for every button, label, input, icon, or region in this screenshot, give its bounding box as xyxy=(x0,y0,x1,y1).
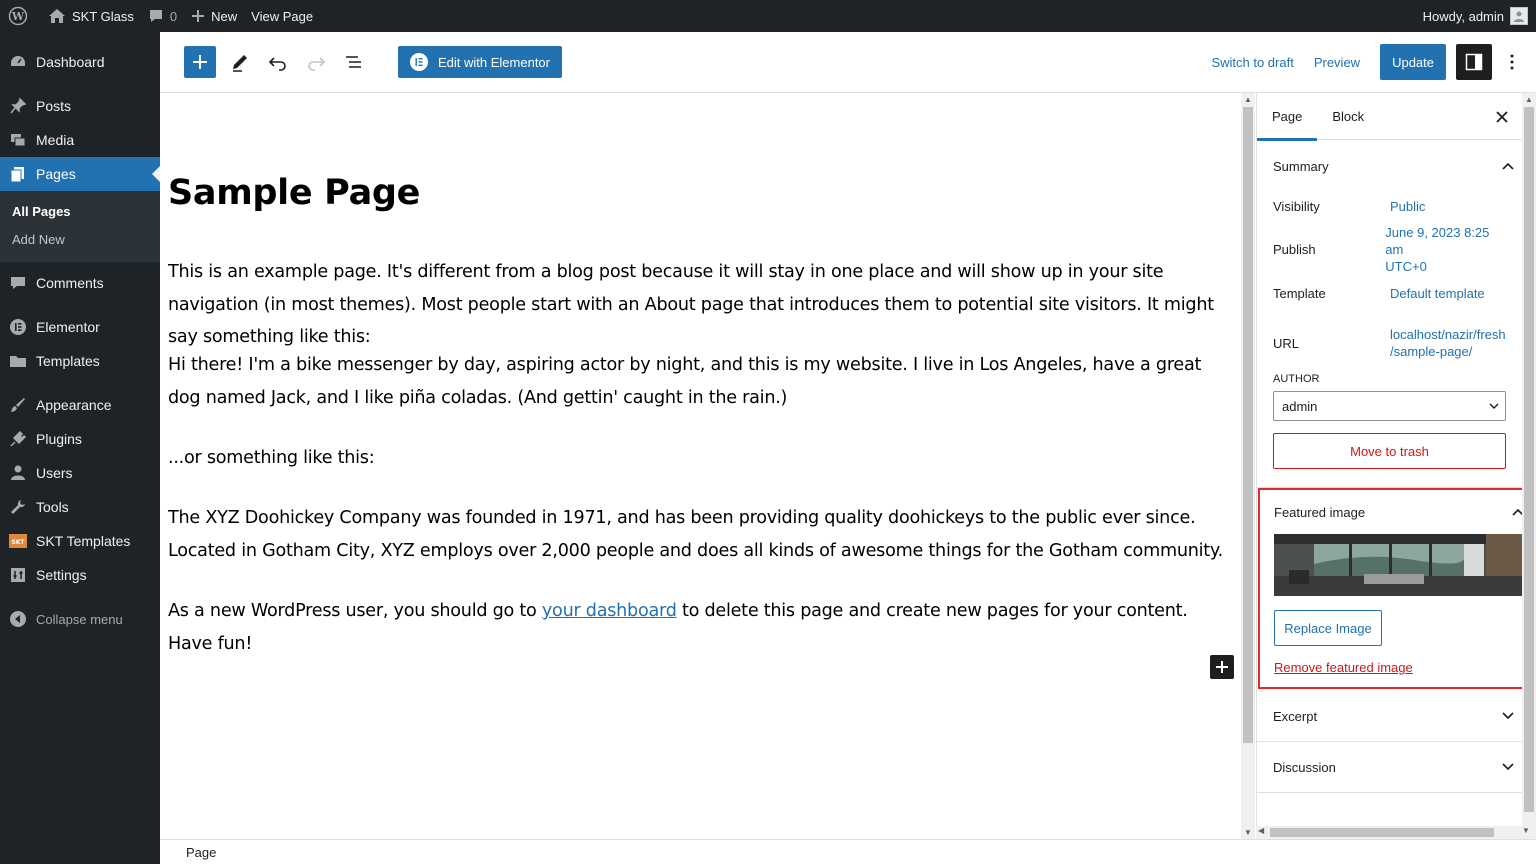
menu-item-appearance[interactable] xyxy=(0,388,160,422)
summary-panel xyxy=(1257,140,1522,488)
comment-icon xyxy=(148,8,164,24)
menu-label: Pages xyxy=(36,166,76,182)
menu-item-pages[interactable] xyxy=(0,157,160,191)
menu-label: Tools xyxy=(36,499,69,515)
media-icon xyxy=(8,130,28,150)
comments-count: 0 xyxy=(169,8,178,24)
menu-label: Dashboard xyxy=(36,54,105,70)
menu-label: Plugins xyxy=(36,431,82,447)
plus-icon xyxy=(191,9,205,23)
view-page-link[interactable] xyxy=(244,0,320,32)
menu-item-dashboard[interactable] xyxy=(0,45,160,79)
chevron-up-icon xyxy=(1502,162,1514,170)
site-name: SKT Glass xyxy=(72,8,134,24)
author-select[interactable] xyxy=(1273,391,1506,421)
comment-icon xyxy=(8,273,28,293)
close-sidebar-button[interactable] xyxy=(1490,105,1514,129)
switch-to-draft-button[interactable]: Switch to draft xyxy=(1211,54,1294,70)
replace-image-button[interactable]: Replace Image xyxy=(1274,610,1382,646)
settings-sidebar xyxy=(1256,93,1522,826)
menu-label: Elementor xyxy=(36,319,100,335)
editor-canvas[interactable] xyxy=(160,93,1240,839)
undo-icon xyxy=(268,52,288,72)
chevron-down-icon xyxy=(1489,403,1499,409)
tools-button[interactable] xyxy=(222,44,258,80)
collapse-menu-button[interactable] xyxy=(0,602,160,636)
redo-button[interactable] xyxy=(298,44,334,80)
scroll-up-icon[interactable]: ▲ xyxy=(1244,95,1252,104)
publish-row xyxy=(1257,224,1522,274)
wordpress-icon xyxy=(8,6,28,26)
publish-label: Publish xyxy=(1273,241,1316,257)
comments-link[interactable] xyxy=(141,0,184,32)
menu-item-posts[interactable] xyxy=(0,89,160,123)
sidebar-scroll-thumb[interactable] xyxy=(1524,107,1534,812)
excerpt-panel xyxy=(1257,691,1522,742)
wrench-icon xyxy=(8,497,28,517)
scroll-left-icon[interactable]: ◀ xyxy=(1258,826,1265,835)
chevron-down-icon xyxy=(1502,712,1514,720)
page-title[interactable]: Sample Page xyxy=(168,173,421,213)
url-value[interactable] xyxy=(1390,326,1506,360)
sidebar-hscroll-thumb[interactable] xyxy=(1270,828,1494,837)
block-inserter-button[interactable] xyxy=(184,46,216,78)
menu-label: SKT Templates xyxy=(36,533,131,549)
panel-title: Summary xyxy=(1273,158,1329,174)
paragraph-block[interactable] xyxy=(168,595,1228,660)
menu-item-plugins[interactable] xyxy=(0,422,160,456)
url-label: URL xyxy=(1273,335,1300,351)
template-label: Template xyxy=(1273,285,1326,301)
elementor-icon xyxy=(410,53,428,71)
dashboard-icon xyxy=(8,52,28,72)
menu-item-media[interactable] xyxy=(0,123,160,157)
visibility-row xyxy=(1257,196,1522,216)
folder-icon xyxy=(8,351,28,371)
breadcrumb[interactable]: Page xyxy=(186,844,217,860)
plugin-icon xyxy=(8,429,28,449)
publish-date: June 9, 2023 8:25 am xyxy=(1385,224,1490,257)
featured-image-thumbnail[interactable] xyxy=(1274,534,1522,596)
tab-block[interactable]: Block xyxy=(1332,108,1365,124)
visibility-label: Visibility xyxy=(1273,198,1320,214)
discussion-panel xyxy=(1257,742,1522,793)
panel-title: Excerpt xyxy=(1273,708,1318,724)
new-label: New xyxy=(211,8,238,24)
dashboard-link[interactable]: your dashboard xyxy=(541,601,677,621)
submenu-all-pages[interactable]: All Pages xyxy=(12,204,71,219)
canvas-scroll-thumb[interactable] xyxy=(1243,107,1253,743)
menu-label: Posts xyxy=(36,98,72,114)
close-icon xyxy=(1496,111,1508,123)
paragraph-block[interactable]: This is an example page. It's different from a blog post because it will stay in one place and will show up in your site navigation (in most themes). Most people start with an About page that introduces them to potential site visitors. It might say something like this: xyxy=(168,262,1214,348)
scroll-up-icon[interactable]: ▲ xyxy=(1525,95,1533,104)
sidebar-horizontal-scrollbar[interactable] xyxy=(1256,826,1536,839)
menu-label: Media xyxy=(36,132,75,148)
paragraph-text: As a new WordPress user, you should go to xyxy=(168,601,542,621)
admin-menu xyxy=(0,32,160,864)
pages-submenu xyxy=(0,191,160,262)
user-icon xyxy=(8,463,28,483)
scroll-down-icon[interactable]: ▼ xyxy=(1522,826,1530,835)
menu-item-comments[interactable] xyxy=(0,266,160,300)
scroll-down-icon[interactable]: ▼ xyxy=(1244,828,1252,837)
menu-label: Appearance xyxy=(36,397,112,413)
menu-label: Settings xyxy=(36,567,87,583)
sidebar-scrollbar[interactable] xyxy=(1522,93,1536,826)
brush-icon xyxy=(8,395,28,415)
publish-timezone: UTC+0 xyxy=(1385,258,1427,274)
url-row xyxy=(1257,325,1522,361)
new-content-link[interactable] xyxy=(184,0,244,32)
plus-icon xyxy=(1216,661,1228,673)
preview-button[interactable]: Preview xyxy=(1313,54,1361,70)
excerpt-panel-toggle[interactable] xyxy=(1257,691,1522,741)
svg-text:W: W xyxy=(11,10,25,23)
elementor-icon xyxy=(8,317,28,337)
paragraph-block[interactable]: Hi there! I'm a bike messenger by day, aspiring actor by night, and this is my website. I live in Los Angeles, have a great dog named Jack, and I like piña coladas. (And gettin' caught in the rain.) xyxy=(168,355,1202,408)
options-menu-button[interactable] xyxy=(1500,44,1524,80)
menu-item-users[interactable] xyxy=(0,456,160,490)
featured-image-panel xyxy=(1258,488,1536,689)
canvas-scrollbar[interactable] xyxy=(1241,93,1255,839)
list-view-icon xyxy=(344,52,364,72)
url-line: localhost/nazir/fresh xyxy=(1390,327,1506,342)
menu-item-elementor[interactable] xyxy=(0,310,160,344)
author-label: AUTHOR xyxy=(1273,373,1320,385)
menu-item-settings[interactable] xyxy=(0,558,160,592)
menu-label: Users xyxy=(36,465,73,481)
panel-title: Featured image xyxy=(1274,504,1366,520)
author-value: admin xyxy=(1282,398,1318,414)
paragraph-block[interactable]: The XYZ Doohickey Company was founded in 1971, and has been providing quality doohickeys to the public ever since. Located in Gotham City, XYZ employs over 2,000 people and does all kinds of awesome things for the Gotham community. xyxy=(168,508,1223,561)
chevron-down-icon xyxy=(1502,763,1514,771)
paragraph-block[interactable]: ...or something like this: xyxy=(168,448,375,468)
settings-toggle-button[interactable] xyxy=(1456,44,1492,80)
collapse-label: Collapse menu xyxy=(36,611,123,627)
url-line: /sample-page/ xyxy=(1390,344,1473,359)
pencil-icon xyxy=(230,52,250,72)
editor-header xyxy=(160,32,1536,93)
featured-image-toggle[interactable] xyxy=(1260,490,1534,534)
avatar xyxy=(1510,7,1528,25)
admin-bar xyxy=(0,0,1536,32)
plus-icon xyxy=(192,54,208,70)
add-block-button[interactable] xyxy=(1210,655,1234,679)
skt-icon xyxy=(8,531,28,551)
template-value[interactable]: Default template xyxy=(1390,285,1485,301)
featured-image-picture xyxy=(1274,534,1522,596)
wordpress-logo-button[interactable] xyxy=(0,0,35,32)
paragraph-text: to delete this page and create new pages for your content. Have fun! xyxy=(168,601,1188,654)
remove-featured-image-link[interactable]: Remove featured image xyxy=(1274,660,1413,675)
sidebar-icon xyxy=(1465,53,1483,71)
view-page-label: View Page xyxy=(251,8,314,24)
sidebar-tabs xyxy=(1257,93,1522,140)
more-vertical-icon xyxy=(1510,54,1514,70)
discussion-panel-toggle[interactable] xyxy=(1257,742,1522,792)
move-to-trash-button[interactable]: Move to trash xyxy=(1273,433,1506,469)
greeting: Howdy, admin xyxy=(1422,8,1504,24)
menu-item-skt-templates[interactable] xyxy=(0,524,160,558)
collapse-icon xyxy=(8,609,28,629)
document-overview-button[interactable] xyxy=(336,44,372,80)
site-name-link[interactable] xyxy=(41,0,141,32)
editor-footer xyxy=(160,839,1536,864)
svg-text:SKT: SKT xyxy=(11,539,25,546)
template-row xyxy=(1257,283,1522,303)
edit-with-elementor-button[interactable] xyxy=(398,46,562,78)
summary-panel-toggle[interactable] xyxy=(1257,140,1522,192)
elementor-label: Edit with Elementor xyxy=(438,54,550,70)
visibility-value[interactable]: Public xyxy=(1390,198,1426,214)
panel-title: Discussion xyxy=(1273,759,1336,775)
menu-label: Comments xyxy=(36,275,104,291)
submenu-add-new[interactable]: Add New xyxy=(12,232,65,247)
pages-icon xyxy=(8,164,28,184)
tab-page[interactable]: Page xyxy=(1257,93,1317,140)
update-button[interactable]: Update xyxy=(1380,44,1446,80)
account-menu[interactable] xyxy=(1423,0,1536,32)
publish-value[interactable] xyxy=(1385,224,1506,275)
settings-icon xyxy=(8,565,28,585)
menu-label: Templates xyxy=(36,353,100,369)
home-icon xyxy=(48,8,66,24)
redo-icon xyxy=(306,52,326,72)
pin-icon xyxy=(8,96,28,116)
menu-item-templates[interactable] xyxy=(0,344,160,378)
menu-item-tools[interactable] xyxy=(0,490,160,524)
undo-button[interactable] xyxy=(260,44,296,80)
